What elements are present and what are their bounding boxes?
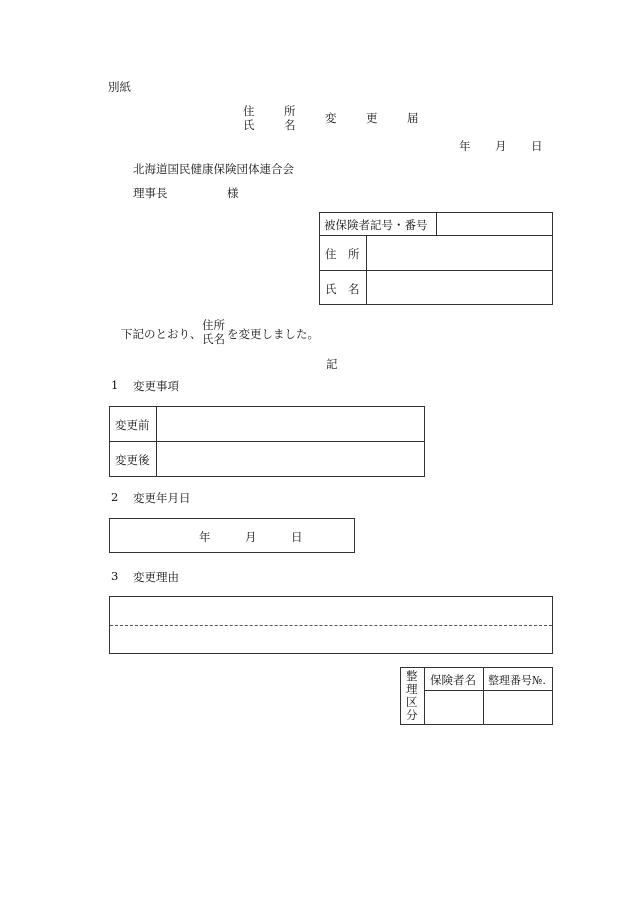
table-divider [436, 212, 437, 235]
section2-title: 変更年月日 [133, 491, 191, 505]
table-divider [424, 690, 553, 691]
section1-number: 1 [111, 378, 119, 392]
after-field[interactable] [158, 442, 424, 476]
statement-suffix: を変更しました。 [227, 327, 319, 341]
category-char: 分 [406, 708, 418, 722]
section2-number: 2 [111, 490, 119, 504]
section3-number: 3 [111, 569, 119, 583]
category-char: 区 [406, 695, 418, 709]
ki-heading: 記 [326, 357, 338, 371]
insurer-name-label: 保険者名 [430, 673, 476, 687]
table-divider [366, 235, 367, 305]
title-char: 名 [284, 118, 296, 132]
after-label: 変更後 [115, 453, 150, 467]
statement-stack-top: 住所 [202, 318, 225, 332]
section1-title: 変更事項 [133, 379, 179, 393]
addressee-position: 理事長 [133, 186, 168, 200]
reason-dashed-divider [110, 625, 552, 626]
applicant-name-field[interactable] [368, 271, 552, 304]
statement-stack-bottom: 氏名 [202, 332, 225, 346]
table-divider [424, 667, 425, 725]
section3-title: 変更理由 [133, 570, 179, 584]
change-date-month: 月 [245, 530, 257, 544]
insured-number-label: 被保険者記号・番号 [324, 218, 428, 232]
date-month: 月 [495, 139, 507, 153]
addressee-org: 北海道国民健康保険団体連合会 [133, 162, 294, 176]
category-char: 整 [406, 669, 418, 683]
category-char: 理 [406, 682, 418, 696]
title-char: 所 [284, 104, 296, 118]
addressee-honorific: 様 [227, 186, 239, 200]
insurer-name-field[interactable] [426, 692, 482, 724]
before-field[interactable] [158, 407, 424, 440]
statement-prefix: 下記のとおり、 [121, 327, 202, 341]
title-char: 氏 [243, 118, 255, 132]
serial-number-field[interactable] [485, 692, 552, 724]
change-date-field[interactable] [109, 518, 355, 553]
table-divider [483, 667, 484, 725]
attachment-label: 別紙 [108, 80, 131, 94]
title-char: 住 [243, 104, 255, 118]
applicant-name-label: 氏 名 [325, 282, 360, 296]
date-year: 年 [459, 139, 471, 153]
serial-number-label: 整理番号№. [488, 674, 546, 687]
table-divider [156, 406, 157, 477]
date-day: 日 [531, 139, 543, 153]
applicant-address-field[interactable] [368, 236, 552, 269]
change-date-year: 年 [199, 530, 211, 544]
applicant-address-label: 住 所 [325, 247, 360, 261]
change-date-day: 日 [291, 530, 303, 544]
title-char: 更 [366, 111, 378, 125]
before-label: 変更前 [115, 418, 150, 432]
title-char: 届 [407, 111, 419, 125]
insured-number-field[interactable] [438, 213, 552, 234]
title-char: 変 [325, 111, 337, 125]
